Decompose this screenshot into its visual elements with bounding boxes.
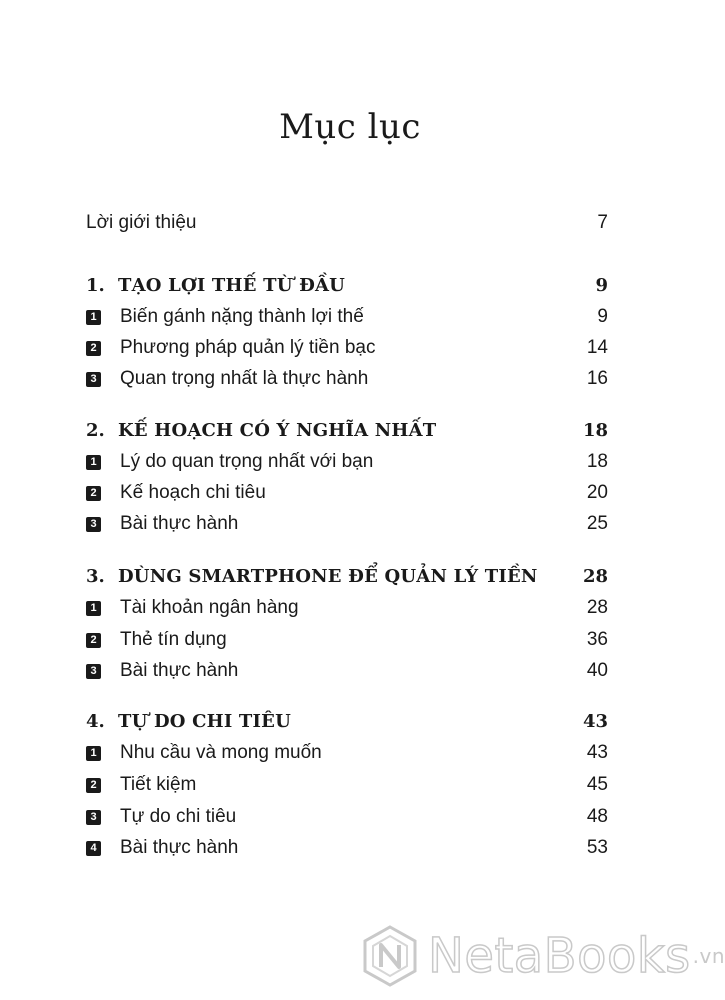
toc-intro-label: Lời giới thiệu [86, 212, 197, 233]
item-title: Lý do quan trọng nhất với bạn [120, 451, 374, 472]
section-title: KẾ HOẠCH CÓ Ý NGHĨA NHẤT [118, 419, 437, 441]
item-title: Nhu cầu và mong muốn [120, 742, 322, 763]
item-title: Thẻ tín dụng [120, 629, 227, 650]
section-number: 3. [86, 565, 105, 587]
section-number: 2. [86, 419, 105, 441]
number-badge-icon: 2 [86, 778, 101, 793]
toc-section-2-row[interactable] [86, 415, 608, 445]
toc-item-row[interactable] [86, 833, 608, 863]
number-badge-icon: 1 [86, 310, 101, 325]
item-title: Kế hoạch chi tiêu [120, 482, 266, 503]
netabooks-watermark [362, 922, 725, 990]
number-badge-icon: 3 [86, 664, 101, 679]
number-badge-icon: 1 [86, 455, 101, 470]
toc-item-row[interactable] [86, 447, 608, 477]
section-title: TẠO LỢI THẾ TỪ ĐẦU [118, 274, 346, 296]
item-page: 45 [586, 774, 608, 795]
section-page: 43 [582, 710, 608, 732]
item-page: 14 [586, 337, 608, 358]
section-title: TỰ DO CHI TIÊU [118, 710, 291, 732]
toc-item-row[interactable] [86, 364, 608, 394]
item-page: 18 [586, 451, 608, 472]
section-page: 9 [595, 274, 608, 296]
toc-intro-page: 7 [597, 212, 608, 233]
number-badge-icon: 2 [86, 486, 101, 501]
toc-item-row[interactable] [86, 656, 608, 686]
number-badge-icon: 3 [86, 517, 101, 532]
item-title: Tự do chi tiêu [120, 806, 237, 827]
item-page: 36 [586, 629, 608, 650]
item-title: Bài thực hành [120, 837, 239, 858]
number-badge-icon: 1 [86, 746, 101, 761]
item-title: Tài khoản ngân hàng [120, 597, 299, 618]
number-badge-icon: 2 [86, 341, 101, 356]
item-page: 28 [586, 597, 608, 618]
section-page: 28 [582, 565, 608, 587]
toc-intro-row[interactable] [86, 208, 608, 238]
item-page: 53 [586, 837, 608, 858]
section-page: 18 [582, 419, 608, 441]
section-number: 4. [86, 710, 105, 732]
toc-section-4-row[interactable] [86, 706, 608, 736]
number-badge-icon: 1 [86, 601, 101, 616]
item-page: 48 [586, 806, 608, 827]
watermark-brand: NetaBooks [428, 928, 691, 984]
neta-logo-icon [362, 924, 418, 988]
item-page: 20 [586, 482, 608, 503]
item-page: 16 [586, 368, 608, 389]
item-title: Quan trọng nhất là thực hành [120, 368, 369, 389]
section-title: DÙNG SMARTPHONE ĐỂ QUẢN LÝ TIỀN [118, 565, 538, 587]
item-page: 9 [597, 306, 608, 327]
number-badge-icon: 2 [86, 633, 101, 648]
toc-item-row[interactable] [86, 738, 608, 768]
watermark-suffix: .vn [692, 944, 725, 968]
toc-item-row[interactable] [86, 770, 608, 800]
item-page: 43 [586, 742, 608, 763]
item-title: Bài thực hành [120, 513, 239, 534]
number-badge-icon: 3 [86, 810, 101, 825]
toc-item-row[interactable] [86, 302, 608, 332]
item-page: 25 [586, 513, 608, 534]
toc-item-row[interactable] [86, 593, 608, 623]
toc-item-row[interactable] [86, 333, 608, 363]
section-number: 1. [86, 274, 105, 296]
number-badge-icon: 4 [86, 841, 101, 856]
item-page: 40 [586, 660, 608, 681]
toc-item-row[interactable] [86, 478, 608, 508]
item-title: Phương pháp quản lý tiền bạc [120, 337, 376, 358]
toc-item-row[interactable] [86, 625, 608, 655]
toc-item-row[interactable] [86, 509, 608, 539]
toc-section-1-row[interactable] [86, 270, 608, 300]
number-badge-icon: 3 [86, 372, 101, 387]
toc-item-row[interactable] [86, 802, 608, 832]
item-title: Biến gánh nặng thành lợi thế [120, 306, 364, 327]
toc-section-3-row[interactable] [86, 561, 608, 591]
item-title: Bài thực hành [120, 660, 239, 681]
item-title: Tiết kiệm [120, 774, 197, 795]
page-title: Mục lục [279, 106, 421, 147]
